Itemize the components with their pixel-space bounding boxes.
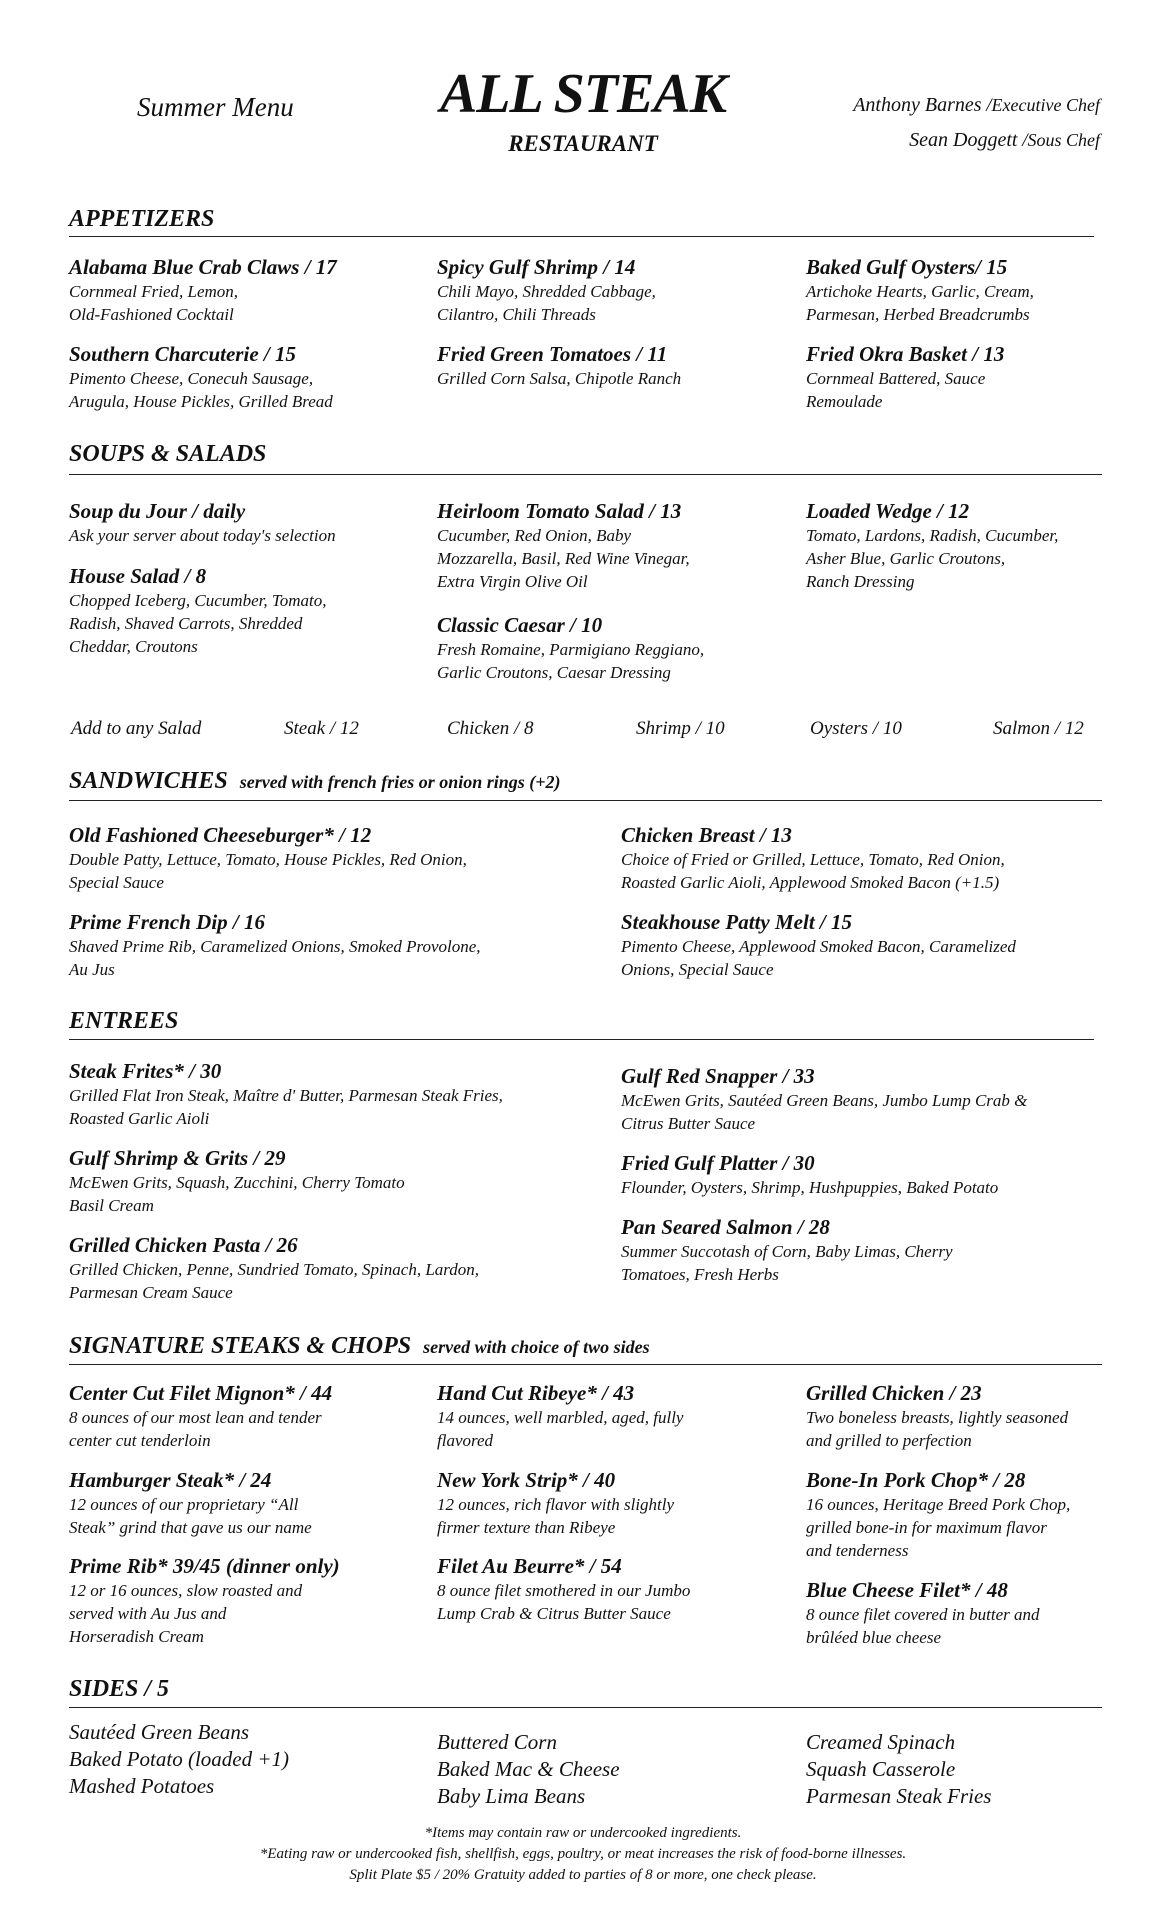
side-item: Creamed Spinach <box>806 1730 956 1754</box>
item-desc: Tomato, Lardons, Radish, Cucumber, Asher Blue, Garlic Croutons, Ranch Dressing <box>806 526 1059 591</box>
item-desc: Summer Succotash of Corn, Baby Limas, Cherry Tomatoes, Fresh Herbs <box>621 1242 953 1284</box>
menu-item <box>69 1145 609 1217</box>
item-desc: Pimento Cheese, Conecuh Sausage, Arugula, House Pickles, Grilled Bread <box>69 369 333 411</box>
item-title: Grilled Chicken / 23 <box>806 1381 982 1405</box>
item-desc: 8 ounce filet smothered in our Jumbo Lump Crab & Citrus Butter Sauce <box>437 1581 691 1623</box>
footer-notes <box>0 1823 1166 1886</box>
side-item: Baked Potato (loaded +1) <box>69 1747 290 1771</box>
item-title: Spicy Gulf Shrimp / 14 <box>437 255 636 279</box>
menu-item <box>69 1232 609 1304</box>
item-desc: Grilled Chicken, Penne, Sundried Tomato, Spinach, Lardon, Parmesan Cream Sauce <box>69 1260 480 1302</box>
chef-line: Anthony Barnes /Executive Chef <box>853 94 1100 116</box>
item-desc: Cucumber, Red Onion, Baby Mozzarella, Basil, Red Wine Vinegar, Extra Virgin Olive Oil <box>437 526 690 591</box>
item-title: New York Strip* / 40 <box>437 1468 616 1492</box>
item-title: Baked Gulf Oysters/ 15 <box>806 255 1008 279</box>
chef-role: Sous Chef <box>1027 130 1100 150</box>
item-title: Bone-In Pork Chop* / 28 <box>806 1468 1026 1492</box>
section-note: served with choice of two sides <box>423 1337 650 1357</box>
menu-item <box>69 1467 414 1539</box>
menu-item <box>621 1063 1101 1135</box>
item-title: Chicken Breast / 13 <box>621 823 792 847</box>
addon-option: Salmon / 12 <box>993 718 1084 739</box>
menu-item <box>69 1380 414 1452</box>
item-desc: 8 ounce filet covered in butter and brûléed blue cheese <box>806 1605 1040 1647</box>
season-label: Summer Menu <box>137 92 294 122</box>
menu-item <box>69 341 409 413</box>
section-heading-sides: SIDES / 5 <box>69 1676 170 1702</box>
addon-option: Oysters / 10 <box>810 718 902 739</box>
item-desc: Ask your server about today's selection <box>69 526 336 545</box>
section-title: SIGNATURE STEAKS & CHOPS <box>69 1333 412 1359</box>
chef-name: Anthony Barnes <box>853 94 982 116</box>
section-heading-appetizers: APPETIZERS <box>69 206 215 232</box>
menu-item <box>69 563 409 658</box>
side-item: Parmesan Steak Fries <box>806 1784 992 1808</box>
chef-role: Executive Chef <box>991 95 1100 115</box>
menu-item <box>806 498 1106 593</box>
item-title: Prime Rib* 39/45 (dinner only) <box>69 1554 340 1578</box>
side-item: Baby Lima Beans <box>437 1784 586 1808</box>
item-title: Heirloom Tomato Salad / 13 <box>437 499 682 523</box>
item-title: Southern Charcuterie / 15 <box>69 342 296 366</box>
menu-item <box>621 909 1101 981</box>
side-item: Baked Mac & Cheese <box>437 1757 620 1781</box>
section-divider <box>69 1364 1102 1365</box>
item-desc: McEwen Grits, Sautéed Green Beans, Jumbo Lump Crab & Citrus Butter Sauce <box>621 1091 1028 1133</box>
sides-column <box>437 1729 620 1810</box>
item-desc: Artichoke Hearts, Garlic, Cream, Parmesan, Herbed Breadcrumbs <box>806 282 1034 324</box>
item-title: Alabama Blue Crab Claws / 17 <box>69 255 337 279</box>
section-heading-soups-salads: SOUPS & SALADS <box>69 441 267 467</box>
section-divider <box>69 474 1102 475</box>
item-title: Center Cut Filet Mignon* / 44 <box>69 1381 333 1405</box>
item-desc: 12 or 16 ounces, slow roasted and served with Au Jus and Horseradish Cream <box>69 1581 303 1646</box>
menu-item <box>806 1380 1111 1452</box>
item-title: Gulf Red Snapper / 33 <box>621 1064 815 1088</box>
addon-option: Steak / 12 <box>284 718 359 739</box>
menu-item <box>621 1214 1101 1286</box>
item-desc: McEwen Grits, Squash, Zucchini, Cherry Tomato Basil Cream <box>69 1173 405 1215</box>
footer-line: *Eating raw or undercooked fish, shellfish, eggs, poultry, or meat increases the risk of food-borne illnesses. <box>259 1846 907 1862</box>
item-title: Pan Seared Salmon / 28 <box>621 1215 830 1239</box>
addon-option: Shrimp / 10 <box>636 718 725 739</box>
item-desc: Two boneless breasts, lightly seasoned and grilled to perfection <box>806 1408 1069 1450</box>
item-desc: Fresh Romaine, Parmigiano Reggiano, Garlic Croutons, Caesar Dressing <box>437 640 705 682</box>
addon-option: Chicken / 8 <box>447 718 534 739</box>
menu-item <box>806 1577 1111 1649</box>
menu-item <box>69 1553 414 1648</box>
item-desc: Cornmeal Battered, Sauce Remoulade <box>806 369 986 411</box>
menu-item <box>69 822 589 894</box>
item-desc: Grilled Corn Salsa, Chipotle Ranch <box>437 369 682 388</box>
side-item: Squash Casserole <box>806 1757 956 1781</box>
menu-item <box>437 612 777 684</box>
menu-item <box>69 1058 609 1130</box>
item-title: Gulf Shrimp & Grits / 29 <box>69 1146 286 1170</box>
item-title: Fried Okra Basket / 13 <box>806 342 1005 366</box>
item-desc: Double Patty, Lettuce, Tomato, House Pickles, Red Onion, Special Sauce <box>69 850 467 892</box>
restaurant-subtitle: RESTAURANT <box>508 131 658 156</box>
chef-name: Sean Doggett <box>909 129 1018 151</box>
item-title: Hand Cut Ribeye* / 43 <box>437 1381 635 1405</box>
item-desc: Chopped Iceberg, Cucumber, Tomato, Radish, Shaved Carrots, Shredded Cheddar, Croutons <box>69 591 327 656</box>
item-title: Steakhouse Patty Melt / 15 <box>621 910 852 934</box>
item-title: Filet Au Beurre* / 54 <box>437 1554 622 1578</box>
section-divider <box>69 1039 1094 1040</box>
section-title: SANDWICHES <box>69 768 228 794</box>
section-heading-entrees: ENTREES <box>69 1008 179 1034</box>
section-divider <box>69 1707 1102 1708</box>
section-heading-steaks-chops <box>69 1333 650 1360</box>
item-desc: 16 ounces, Heritage Breed Pork Chop, grilled bone-in for maximum flavor and tenderness <box>806 1495 1071 1560</box>
menu-item <box>621 822 1101 894</box>
item-desc: Flounder, Oysters, Shrimp, Hushpuppies, Baked Potato <box>621 1178 999 1197</box>
menu-item <box>806 341 1106 413</box>
section-heading-sandwiches <box>69 768 561 795</box>
restaurant-name: ALL STEAK <box>439 63 727 125</box>
item-desc: 8 ounces of our most lean and tender center cut tenderloin <box>69 1408 322 1450</box>
menu-item <box>437 254 777 326</box>
menu-item <box>621 1150 1101 1199</box>
menu-item <box>806 254 1106 326</box>
section-divider <box>69 236 1094 237</box>
item-title: Classic Caesar / 10 <box>437 613 603 637</box>
item-desc: Pimento Cheese, Applewood Smoked Bacon, Caramelized Onions, Special Sauce <box>621 937 1016 979</box>
sides-column <box>69 1719 289 1800</box>
section-divider <box>69 800 1102 801</box>
item-title: Loaded Wedge / 12 <box>806 499 970 523</box>
chef-line: Sean Doggett /Sous Chef <box>909 129 1100 151</box>
item-title: Fried Green Tomatoes / 11 <box>437 342 668 366</box>
footer-line: Split Plate $5 / 20% Gratuity added to parties of 8 or more, one check please. <box>349 1867 817 1883</box>
item-desc: Chili Mayo, Shredded Cabbage, Cilantro, Chili Threads <box>437 282 656 324</box>
item-desc: Shaved Prime Rib, Caramelized Onions, Smoked Provolone, Au Jus <box>69 937 481 979</box>
menu-item <box>437 341 777 390</box>
menu-item <box>806 1467 1111 1562</box>
menu-item <box>437 1467 782 1539</box>
item-desc: Cornmeal Fried, Lemon, Old-Fashioned Cocktail <box>69 282 239 324</box>
item-title: Fried Gulf Platter / 30 <box>621 1151 815 1175</box>
item-title: Hamburger Steak* / 24 <box>69 1468 272 1492</box>
menu-item <box>69 909 589 981</box>
item-title: House Salad / 8 <box>69 564 207 588</box>
menu-item <box>437 498 777 593</box>
item-title: Grilled Chicken Pasta / 26 <box>69 1233 298 1257</box>
item-title: Blue Cheese Filet* / 48 <box>806 1578 1008 1602</box>
item-title: Old Fashioned Cheeseburger* / 12 <box>69 823 372 847</box>
sides-column <box>806 1729 991 1810</box>
item-desc: 12 ounces of our proprietary “All Steak” grind that gave us our name <box>69 1495 312 1537</box>
item-desc: Grilled Flat Iron Steak, Maître d' Butter, Parmesan Steak Fries, Roasted Garlic Aioli <box>69 1086 503 1128</box>
menu-item <box>437 1553 782 1625</box>
item-title: Soup du Jour / daily <box>69 499 246 523</box>
item-desc: 12 ounces, rich flavor with slightly firmer texture than Ribeye <box>437 1495 675 1537</box>
addon-label: Add to any Salad <box>71 718 202 739</box>
item-desc: 14 ounces, well marbled, aged, fully flavored <box>437 1408 684 1450</box>
menu-item <box>69 254 409 326</box>
side-item: Buttered Corn <box>437 1730 557 1754</box>
menu-item <box>69 498 409 547</box>
item-desc: Choice of Fried or Grilled, Lettuce, Tomato, Red Onion, Roasted Garlic Aioli, Applewood Smoked Bacon (+1.5) <box>621 850 1005 892</box>
footer-line: *Items may contain raw or undercooked ingredients. <box>424 1825 742 1841</box>
item-title: Steak Frites* / 30 <box>69 1059 222 1083</box>
item-title: Prime French Dip / 16 <box>69 910 266 934</box>
menu-item <box>437 1380 782 1452</box>
side-item: Sautéed Green Beans <box>69 1720 249 1744</box>
section-note: served with french fries or onion rings (+2) <box>239 772 561 792</box>
side-item: Mashed Potatoes <box>69 1774 215 1798</box>
